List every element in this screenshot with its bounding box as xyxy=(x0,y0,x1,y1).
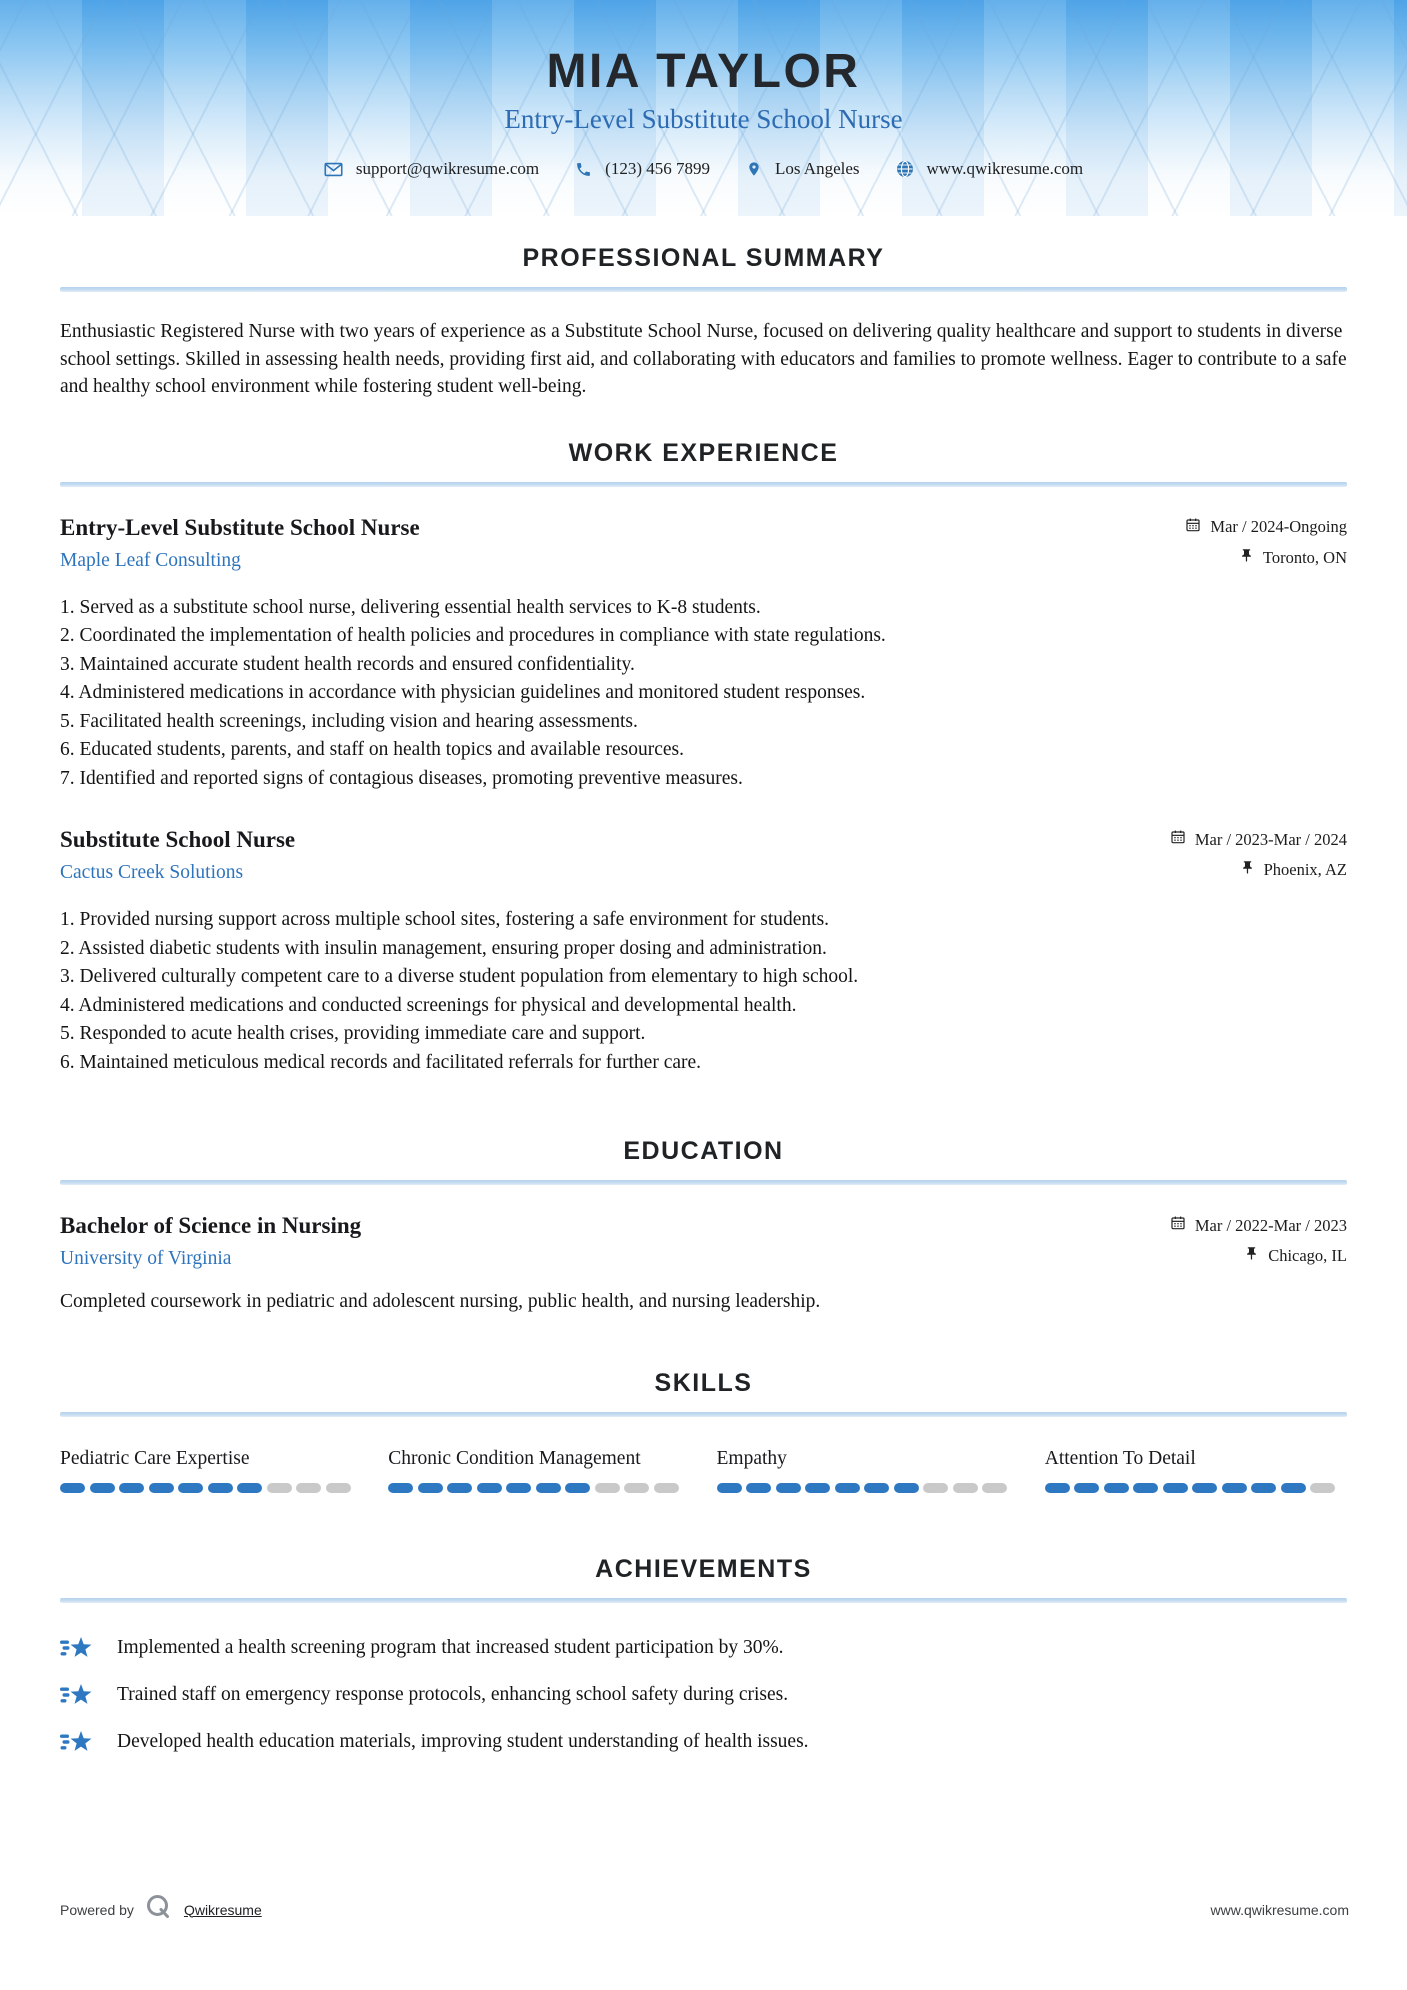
job-title: Entry-Level Substitute School Nurse xyxy=(60,514,420,540)
skill-dot-filled xyxy=(237,1483,262,1493)
skill-name: Empathy xyxy=(716,1448,787,1469)
skill-dot-filled xyxy=(1163,1483,1188,1493)
location-text: Los Angeles xyxy=(774,159,860,178)
skill-dot-filled xyxy=(1104,1483,1129,1493)
skill-item xyxy=(60,1445,362,1493)
email-text: support@qwikresume.com xyxy=(355,159,540,178)
shooting-star-icon xyxy=(60,1680,94,1710)
job-bullets xyxy=(60,906,1347,1077)
skill-dot-empty xyxy=(326,1483,351,1493)
skill-dot-filled xyxy=(864,1483,889,1493)
skill-dot-empty xyxy=(923,1483,948,1493)
shooting-star-icon xyxy=(60,1633,94,1663)
company-link[interactable]: Maple Leaf Consulting xyxy=(60,549,241,571)
skill-dot-filled xyxy=(1251,1483,1276,1493)
contact-location xyxy=(746,159,860,179)
skill-item xyxy=(1045,1445,1347,1493)
job-bullet: 6. Educated students, parents, and staff on health topics and available resources. xyxy=(60,739,684,760)
job-bullet: 4. Administered medications and conducted screenings for physical and developmental health. xyxy=(60,994,797,1016)
job-bullet: 6. Maintained meticulous medical records and facilitated referrals for further care. xyxy=(60,1051,702,1073)
skill-name: Attention To Detail xyxy=(1044,1448,1196,1469)
skill-dot-filled xyxy=(1045,1483,1070,1493)
job-dates xyxy=(1170,829,1347,850)
page-footer xyxy=(60,1893,1349,1926)
skill-dot-filled xyxy=(149,1483,174,1493)
achievement-item xyxy=(60,1727,1347,1757)
job-location-text: Phoenix, AZ xyxy=(1263,860,1347,879)
job-title: Substitute School Nurse xyxy=(60,827,296,852)
website-text: www.qwikresume.com xyxy=(926,159,1084,178)
skill-dot-filled xyxy=(90,1483,115,1493)
job-bullet: 5. Facilitated health screenings, including vision and hearing assessments. xyxy=(60,710,638,732)
contact-email xyxy=(324,159,539,179)
skill-dot-filled xyxy=(1074,1483,1099,1493)
section-education xyxy=(60,1137,1347,1315)
skill-dot-empty xyxy=(267,1483,292,1493)
section-professional-summary xyxy=(60,244,1347,401)
education-entry xyxy=(60,1213,1347,1315)
summary-paragraph: Enthusiastic Registered Nurse with two years of experience as a Substitute School Nurse, focused on delivering quality healthcare and support to students in diverse school settings. Skilled in assessing health needs, providing first aid, and collaborating with educators and families to promote wellness. Eager to contribute to a safe and healthy school environment while fostering student well-being. xyxy=(60,321,1347,397)
phone-icon xyxy=(575,161,592,178)
envelope-icon xyxy=(324,160,343,179)
skill-dot-empty xyxy=(654,1483,679,1493)
skill-name: Chronic Condition Management xyxy=(388,1448,641,1469)
skill-dot-filled xyxy=(565,1483,590,1493)
skill-dot-empty xyxy=(982,1483,1007,1493)
achievement-item xyxy=(60,1680,1347,1710)
job-bullet: 3. Maintained accurate student health records and ensured confidentiality. xyxy=(60,653,635,675)
job-date-text: Mar / 2023-Mar / 2024 xyxy=(1194,829,1347,849)
job-date-text: Mar / 2024-Ongoing xyxy=(1210,517,1347,536)
job-location xyxy=(1185,548,1347,568)
skill-dot-filled xyxy=(60,1483,85,1493)
qwikresume-link[interactable]: Qwikresume xyxy=(183,1901,262,1918)
globe-icon xyxy=(896,160,914,178)
job-bullet: 4. Administered medications in accordance with physician guidelines and monitored student responses. xyxy=(60,682,866,703)
skill-dot-filled xyxy=(506,1483,531,1493)
section-divider xyxy=(60,482,1347,487)
company-link[interactable]: Cactus Creek Solutions xyxy=(60,862,244,883)
achievement-text: Developed health education materials, improving student understanding of health issues. xyxy=(117,1731,809,1752)
contact-row xyxy=(0,159,1407,179)
degree-title: Bachelor of Science in Nursing xyxy=(60,1213,362,1238)
calendar-icon xyxy=(1170,1215,1186,1236)
footer-website: www.qwikresume.com xyxy=(1210,1901,1349,1918)
calendar-icon xyxy=(1170,829,1186,850)
skill-level-dots xyxy=(60,1483,362,1493)
pushpin-icon xyxy=(1240,860,1255,880)
powered-by-label: Powered by xyxy=(60,1901,134,1918)
job-bullet: 1. Provided nursing support across multiple school sites, fostering a safe environment for students. xyxy=(60,909,830,930)
job-bullets xyxy=(60,594,1347,794)
skill-dot-filled xyxy=(717,1483,742,1493)
job-list xyxy=(60,515,1347,1078)
section-heading: ACHIEVEMENTS xyxy=(595,1555,812,1583)
skill-dot-filled xyxy=(1281,1483,1306,1493)
phone-text: (123) 456 7899 xyxy=(605,159,710,178)
section-achievements xyxy=(60,1555,1347,1757)
section-divider xyxy=(60,1412,1347,1417)
job-bullet: 3. Delivered culturally competent care to a diverse student population from elementary to high school. xyxy=(60,966,859,987)
resume-header xyxy=(0,0,1407,216)
skill-dot-filled xyxy=(746,1483,771,1493)
calendar-icon xyxy=(1185,517,1201,538)
skill-dot-filled xyxy=(388,1483,413,1493)
skill-dot-filled xyxy=(1222,1483,1247,1493)
skill-dot-filled xyxy=(119,1483,144,1493)
job-bullet: 1. Served as a substitute school nurse, delivering essential health services to K-8 students. xyxy=(60,596,761,618)
section-heading: SKILLS xyxy=(654,1369,753,1397)
school-link[interactable]: University of Virginia xyxy=(60,1248,232,1269)
skill-dot-filled xyxy=(447,1483,472,1493)
skill-level-dots xyxy=(388,1483,690,1493)
achievement-item xyxy=(60,1633,1347,1663)
job-bullet: 5. Responded to acute health crises, providing immediate care and support. xyxy=(60,1023,646,1044)
skill-dot-filled xyxy=(894,1483,919,1493)
job-dates xyxy=(1185,517,1347,538)
education-description: Completed coursework in pediatric and adolescent nursing, public health, and nursing leadership. xyxy=(60,1291,821,1312)
skill-item xyxy=(717,1445,1019,1493)
job-bullet: 7. Identified and reported signs of contagious diseases, promoting preventive measures. xyxy=(60,767,743,789)
skill-dot-filled xyxy=(805,1483,830,1493)
section-divider xyxy=(60,287,1347,292)
education-date-text: Mar / 2022-Mar / 2023 xyxy=(1194,1215,1347,1235)
job-bullet: 2. Assisted diabetic students with insulin management, ensuring proper dosing and administration. xyxy=(60,937,827,959)
skill-dot-filled xyxy=(776,1483,801,1493)
education-dates xyxy=(1170,1215,1347,1236)
job-entry xyxy=(60,827,1347,1077)
section-heading: EDUCATION xyxy=(623,1137,784,1165)
education-location xyxy=(1170,1246,1347,1266)
job-location xyxy=(1170,860,1347,880)
skill-level-dots xyxy=(717,1483,1019,1493)
skill-dot-filled xyxy=(835,1483,860,1493)
contact-website xyxy=(896,159,1084,179)
achievement-text: Trained staff on emergency response protocols, enhancing school safety during crises. xyxy=(117,1684,789,1705)
shooting-star-icon xyxy=(60,1727,94,1757)
skill-level-dots xyxy=(1045,1483,1347,1493)
section-skills xyxy=(60,1369,1347,1493)
skill-dot-empty xyxy=(595,1483,620,1493)
skill-item xyxy=(388,1445,690,1493)
skill-dot-filled xyxy=(536,1483,561,1493)
section-work-experience xyxy=(60,439,1347,1078)
skill-dot-filled xyxy=(178,1483,203,1493)
achievement-list xyxy=(60,1633,1347,1757)
candidate-title: Entry-Level Substitute School Nurse xyxy=(504,104,903,134)
skill-dot-filled xyxy=(418,1483,443,1493)
section-heading: WORK EXPERIENCE xyxy=(568,438,839,467)
job-location-text: Toronto, ON xyxy=(1262,547,1347,567)
contact-phone xyxy=(575,159,710,179)
skill-dot-filled xyxy=(1133,1483,1158,1493)
skill-name: Pediatric Care Expertise xyxy=(60,1448,250,1469)
section-divider xyxy=(60,1180,1347,1185)
pushpin-icon xyxy=(1244,1246,1259,1266)
pin-icon xyxy=(746,160,762,178)
achievement-text: Implemented a health screening program that increased student participation by 30%. xyxy=(117,1637,784,1658)
candidate-name: MIA TAYLOR xyxy=(546,45,861,98)
q-logo xyxy=(144,1893,174,1926)
pushpin-icon xyxy=(1239,548,1254,568)
section-divider xyxy=(60,1598,1347,1603)
skill-dot-filled xyxy=(477,1483,502,1493)
job-entry xyxy=(60,515,1347,794)
skill-dot-filled xyxy=(208,1483,233,1493)
skills-grid xyxy=(60,1445,1347,1493)
job-bullet: 2. Coordinated the implementation of health policies and procedures in compliance with state regulations. xyxy=(60,625,886,646)
education-location-text: Chicago, IL xyxy=(1268,1246,1347,1265)
skill-dot-filled xyxy=(1192,1483,1217,1493)
skill-dot-empty xyxy=(1310,1483,1335,1493)
skill-dot-empty xyxy=(953,1483,978,1493)
section-heading: PROFESSIONAL SUMMARY xyxy=(522,244,885,272)
skill-dot-empty xyxy=(296,1483,321,1493)
skill-dot-empty xyxy=(624,1483,649,1493)
